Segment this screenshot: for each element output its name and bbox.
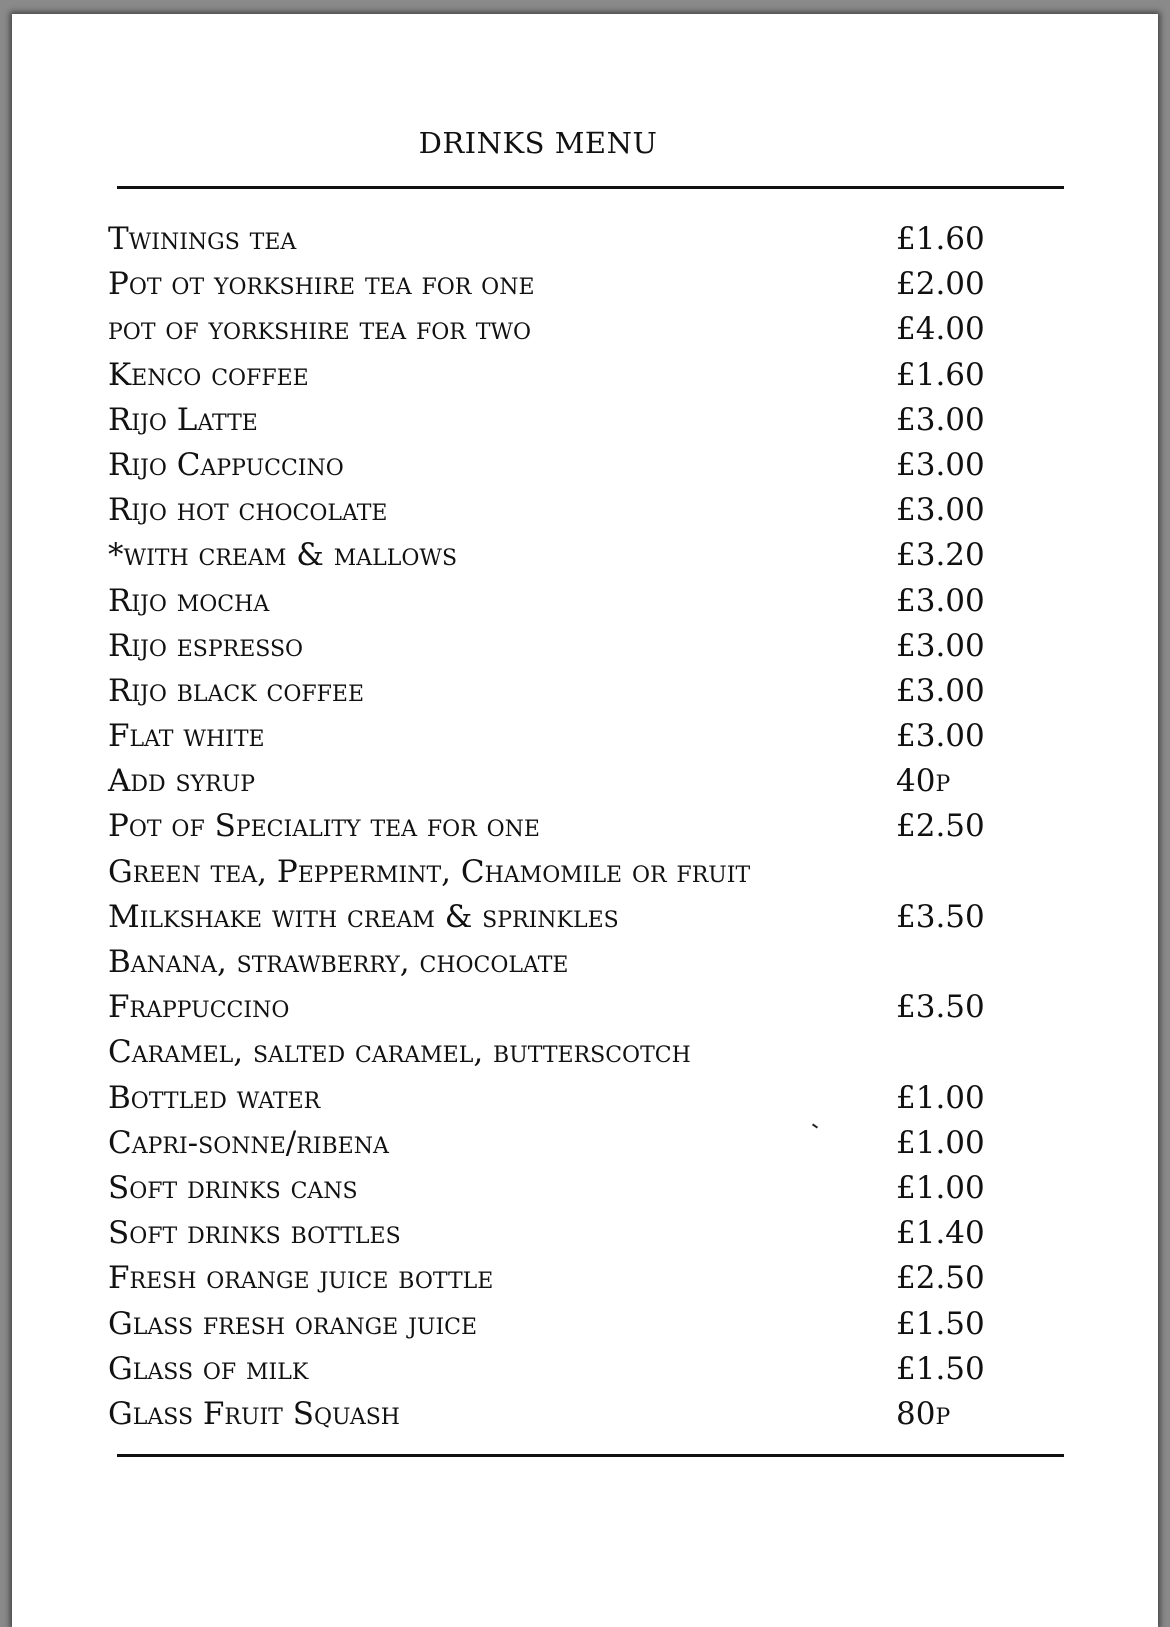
menu-row: [108, 624, 1008, 669]
item-price: £1.50: [896, 1350, 985, 1387]
menu-row: [108, 1076, 1008, 1121]
menu-row: [108, 1030, 1008, 1075]
item-name: Glass of milk: [108, 1350, 309, 1387]
menu-row: [108, 804, 1008, 849]
item-price: £1.00: [896, 1079, 985, 1116]
menu-row: [108, 488, 1008, 533]
item-name: Frappuccino: [108, 989, 290, 1026]
item-price: £3.00: [896, 582, 985, 619]
item-name: Rijo Cappuccino: [108, 446, 344, 483]
item-price: £1.00: [896, 1169, 985, 1206]
item-price: £2.00: [896, 266, 985, 303]
item-price: £3.50: [896, 989, 985, 1026]
top-divider: [117, 186, 1064, 189]
menu-title: DRINKS MENU: [418, 126, 658, 160]
item-price: £3.00: [896, 492, 985, 529]
item-name: Rijo black coffee: [108, 672, 365, 709]
item-price: £3.00: [896, 446, 985, 483]
menu-row: [108, 714, 1008, 759]
menu-row: [108, 1121, 1008, 1166]
menu-row: [108, 1347, 1008, 1392]
item-name: Rijo mocha: [108, 582, 270, 619]
item-price: 80p: [896, 1395, 951, 1432]
menu-list: [108, 217, 1008, 1437]
item-name: Flat white: [108, 718, 265, 755]
item-price: 40p: [896, 763, 951, 800]
item-name: Bottled water: [108, 1079, 321, 1116]
item-name: Rijo hot chocolate: [108, 492, 388, 529]
menu-row: [108, 217, 1008, 262]
menu-row: [108, 533, 1008, 578]
menu-row: [108, 1166, 1008, 1211]
item-name: Capri-sonne/ribena: [108, 1124, 389, 1161]
item-name: Rijo Latte: [108, 401, 258, 438]
menu-row: [108, 443, 1008, 488]
item-price: £3.00: [896, 401, 985, 438]
menu-row: [108, 759, 1008, 804]
menu-row: [108, 669, 1008, 714]
item-price: £2.50: [896, 808, 985, 845]
menu-row: [108, 398, 1008, 443]
item-price: £3.00: [896, 672, 985, 709]
item-name: Kenco coffee: [108, 356, 309, 393]
item-name: Soft drinks bottles: [108, 1215, 401, 1252]
menu-row: [108, 1302, 1008, 1347]
item-name: Pot ot yorkshire tea for one: [108, 266, 535, 303]
item-price: £1.00: [896, 1124, 985, 1161]
menu-row: [108, 850, 1008, 895]
item-price: £2.50: [896, 1260, 985, 1297]
item-price: £1.60: [896, 356, 985, 393]
item-price: £3.50: [896, 898, 985, 935]
item-name: *with cream & mallows: [108, 537, 458, 574]
menu-row: [108, 1256, 1008, 1301]
item-name: Banana, strawberry, chocolate: [108, 944, 569, 980]
bottom-divider: [117, 1454, 1064, 1457]
item-price: £1.60: [896, 221, 985, 257]
item-name: pot of yorkshire tea for two: [108, 311, 532, 348]
menu-row: [108, 579, 1008, 624]
item-name: Fresh orange juice bottle: [108, 1260, 494, 1297]
menu-row: [108, 1211, 1008, 1256]
item-name: Pot of Speciality tea for one: [108, 808, 540, 845]
item-price: £4.00: [896, 311, 985, 348]
menu-page: [12, 14, 1158, 1627]
item-name: Caramel, salted caramel, butterscotch: [108, 1034, 691, 1071]
item-price: £1.50: [896, 1305, 985, 1342]
item-price: £3.20: [896, 537, 985, 574]
menu-row: [108, 1392, 1008, 1437]
menu-row: [108, 895, 1008, 940]
menu-row: [108, 353, 1008, 398]
item-name: Glass fresh orange juice: [108, 1305, 478, 1342]
item-name: Rijo espresso: [108, 627, 304, 664]
item-price: £3.00: [896, 627, 985, 664]
menu-row: [108, 940, 1008, 985]
menu-row: [108, 985, 1008, 1030]
menu-row: [108, 307, 1008, 352]
item-name: Milkshake with cream & sprinkles: [108, 898, 619, 935]
item-price: £3.00: [896, 718, 985, 755]
item-name: Twinings tea: [108, 221, 297, 257]
item-name: Glass Fruit Squash: [108, 1395, 400, 1432]
item-price: £1.40: [896, 1215, 985, 1252]
item-name: Soft drinks cans: [108, 1169, 358, 1206]
item-name: Green tea, Peppermint, Chamomile or fruit: [108, 853, 751, 890]
menu-row: [108, 262, 1008, 307]
item-name: Add syrup: [108, 763, 256, 800]
